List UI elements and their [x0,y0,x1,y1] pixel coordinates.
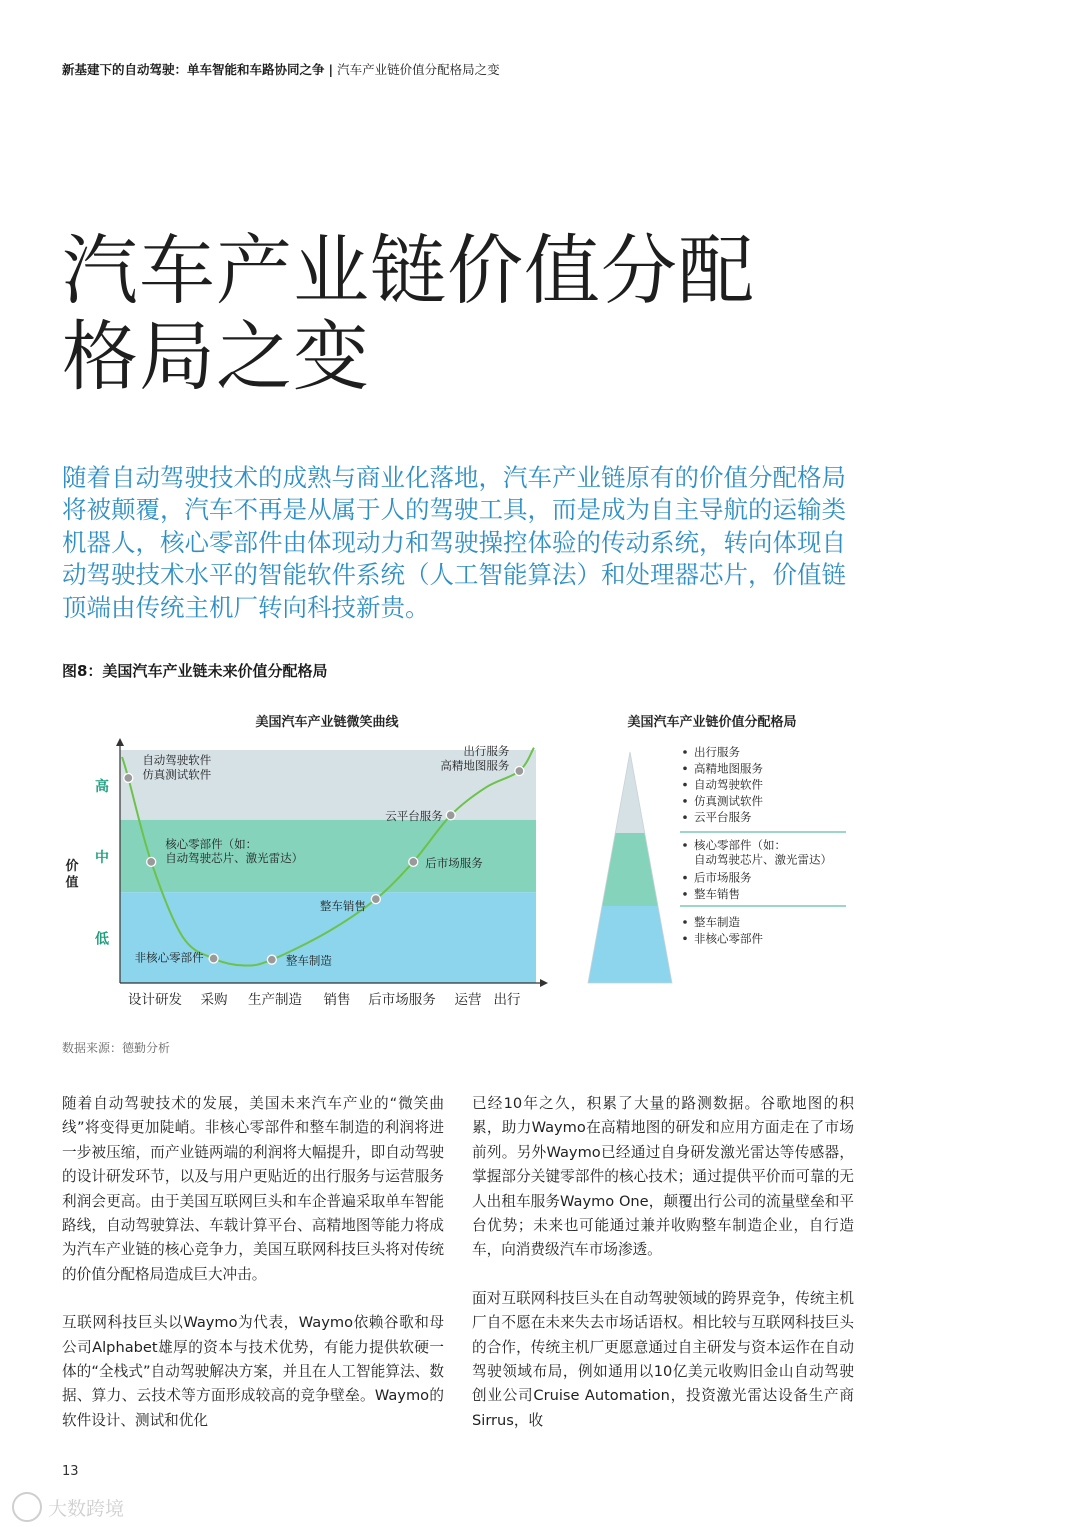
curve-point-label: 非核心零部件 [134,950,204,965]
body-column-left [62,1092,444,1457]
curve-point-label: 整车制造 [285,953,332,968]
watermark [12,1492,124,1522]
pyramid-item: 非核心零部件 [694,931,763,946]
x-tick-label: 设计研发 [128,992,182,1008]
header-section: 汽车产业链价值分配格局之变 [337,62,500,77]
bullet-icon [683,799,687,803]
page-number: 13 [62,1464,79,1479]
pyramid-item: 高精地图服务 [694,761,763,776]
bullet-icon [683,892,687,896]
body-column-right [472,1092,854,1457]
figure-chart [60,700,860,1020]
curve-point-label: 后市场服务 [425,855,483,870]
value-pyramid-chart [588,714,846,983]
bullet-icon [683,815,687,819]
pyramid-item: 仿真测试软件 [694,793,763,808]
smile-chart-title: 美国汽车产业链微笑曲线 [255,715,399,730]
pyramid-tier-1 [602,833,658,906]
band-label: 中 [95,850,109,867]
smile-curve-chart [64,714,548,1008]
curve-point-label: 自动驾驶软件仿真测试软件 [142,752,212,782]
band-label: 高 [95,778,109,795]
header-bold: 新基建下的自动驾驶：单车智能和车路协同之争 [62,62,325,77]
curve-point-label: 云平台服务 [385,809,443,824]
pyramid-item: 整车销售 [694,886,740,901]
bullet-icon [683,767,687,771]
page-title [62,228,755,400]
header-separator: | [328,62,334,77]
pyramid-tier-2 [588,906,672,983]
y-axis-arrow-icon [116,738,124,746]
bullet-icon [683,937,687,941]
curve-point [515,766,524,775]
pyramid-item: 云平台服务 [694,810,752,825]
bullet-icon [683,876,687,880]
pyramid-item: 后市场服务 [694,870,752,885]
title-line-2: 格局之变 [62,312,370,401]
x-tick-label: 出行 [493,992,521,1008]
x-tick-label: 销售 [323,992,351,1008]
pyramid-item: 出行服务 [694,745,740,759]
x-axis-arrow-icon [540,979,548,987]
bullet-icon [683,750,687,754]
curve-point [409,857,418,866]
band-label: 低 [95,931,109,948]
watermark-text: 大数跨境 [48,1497,125,1520]
paragraph: 随着自动驾驶技术的发展，美国未来汽车产业的“微笑曲线”将变得更加陡峭。非核心零部件和整车制造的利润将进一步被压缩，而产业链两端的利润将大幅提升，即自动驾驶的设计研发环节，以及与用户更贴近的出行服务与运营服务利润会更高。由于美国互联网巨头和车企普遍采取单车智能路线，自动驾驶算法、车载计算平台、高精地图等能力将成为汽车产业链的核心竞争力，美国互联网科技巨头将对传统的价值分配格局造成巨大冲击。 [62,1095,444,1283]
data-source: 数据来源：德勤分析 [62,1041,171,1055]
running-header [62,60,500,78]
bullet-icon [683,783,687,787]
curve-point [124,773,133,782]
pyramid-tier-0 [615,752,644,833]
curve-point [209,954,218,963]
x-tick-label: 生产制造 [248,992,302,1008]
y-axis-label: 价值 [65,859,79,891]
bullet-icon [683,843,687,847]
bullet-icon [683,920,687,924]
paragraph: 互联网科技巨头以Waymo为代表，Waymo依赖谷歌和母公司Alphabet雄厚的资本与技术优势，有能力提供软硬一体的“全栈式”自动驾驶解决方案，并且在人工智能算法、数据、算力、云技术等方面形成较高的竞争壁垒。Waymo的软件设计、测试和优化 [62,1314,444,1429]
pyramid-item: 整车制造 [694,915,740,929]
curve-point-label: 整车销售 [319,899,366,914]
watermark-logo-icon [12,1492,42,1522]
x-tick-label: 后市场服务 [368,992,436,1008]
curve-point [371,895,380,904]
pyramid-item: 自动驾驶软件 [694,777,763,792]
lead-paragraph: 随着自动驾驶技术的成熟与商业化落地，汽车产业链原有的价值分配格局将被颠覆，汽车不再是从属于人的驾驶工具，而是成为自主导航的运输类机器人，核心零部件由体现动力和驾驶操控体验的传动系统，转向体现自动驾驶技术水平的智能软件系统（人工智能算法）和处理器芯片，价值链顶端由传统主机厂转向科技新贵。 [62,463,846,622]
x-tick-label: 运营 [454,992,482,1008]
paragraph: 面对互联网科技巨头在自动驾驶领域的跨界竞争，传统主机厂自不愿在未来失去市场话语权。相比较与互联网科技巨头的合作，传统主机厂更愿意通过自主研发与资本运作在自动驾驶领域布局，例如通用以10亿美元收购旧金山自动驾驶创业公司Cruise Automation，投资激光雷达设备生产商Sirrus，收 [472,1289,854,1429]
paragraph: 已经10年之久，积累了大量的路测数据。谷歌地图的积累，助力Waymo在高精地图的研发和应用方面走在了市场前列。另外Waymo已经通过自身研发激光雷达等传感器，掌握部分关键零部件的核心技术；通过提供平价而可靠的无人出租车服务Waymo One，颠覆出行公司的流量壁垒和平台优势；未来也可能通过兼并收购整车制造企业，自行造车，向消费级汽车市场渗透。 [472,1095,854,1259]
curve-point-label: 出行服务高精地图服务 [440,743,510,773]
x-tick-label: 采购 [200,992,228,1008]
pyramid-item: 核心零部件（如：自动驾驶芯片、激光雷达） [694,838,832,867]
curve-point-label: 核心零部件（如：自动驾驶芯片、激光雷达） [165,836,304,866]
curve-point [267,955,276,964]
figure-caption: 图8：美国汽车产业链未来价值分配格局 [62,662,328,680]
curve-point [446,811,455,820]
title-line-1: 汽车产业链价值分配 [62,226,755,315]
pyramid-chart-title: 美国汽车产业链价值分配格局 [627,715,797,730]
curve-point [147,857,156,866]
